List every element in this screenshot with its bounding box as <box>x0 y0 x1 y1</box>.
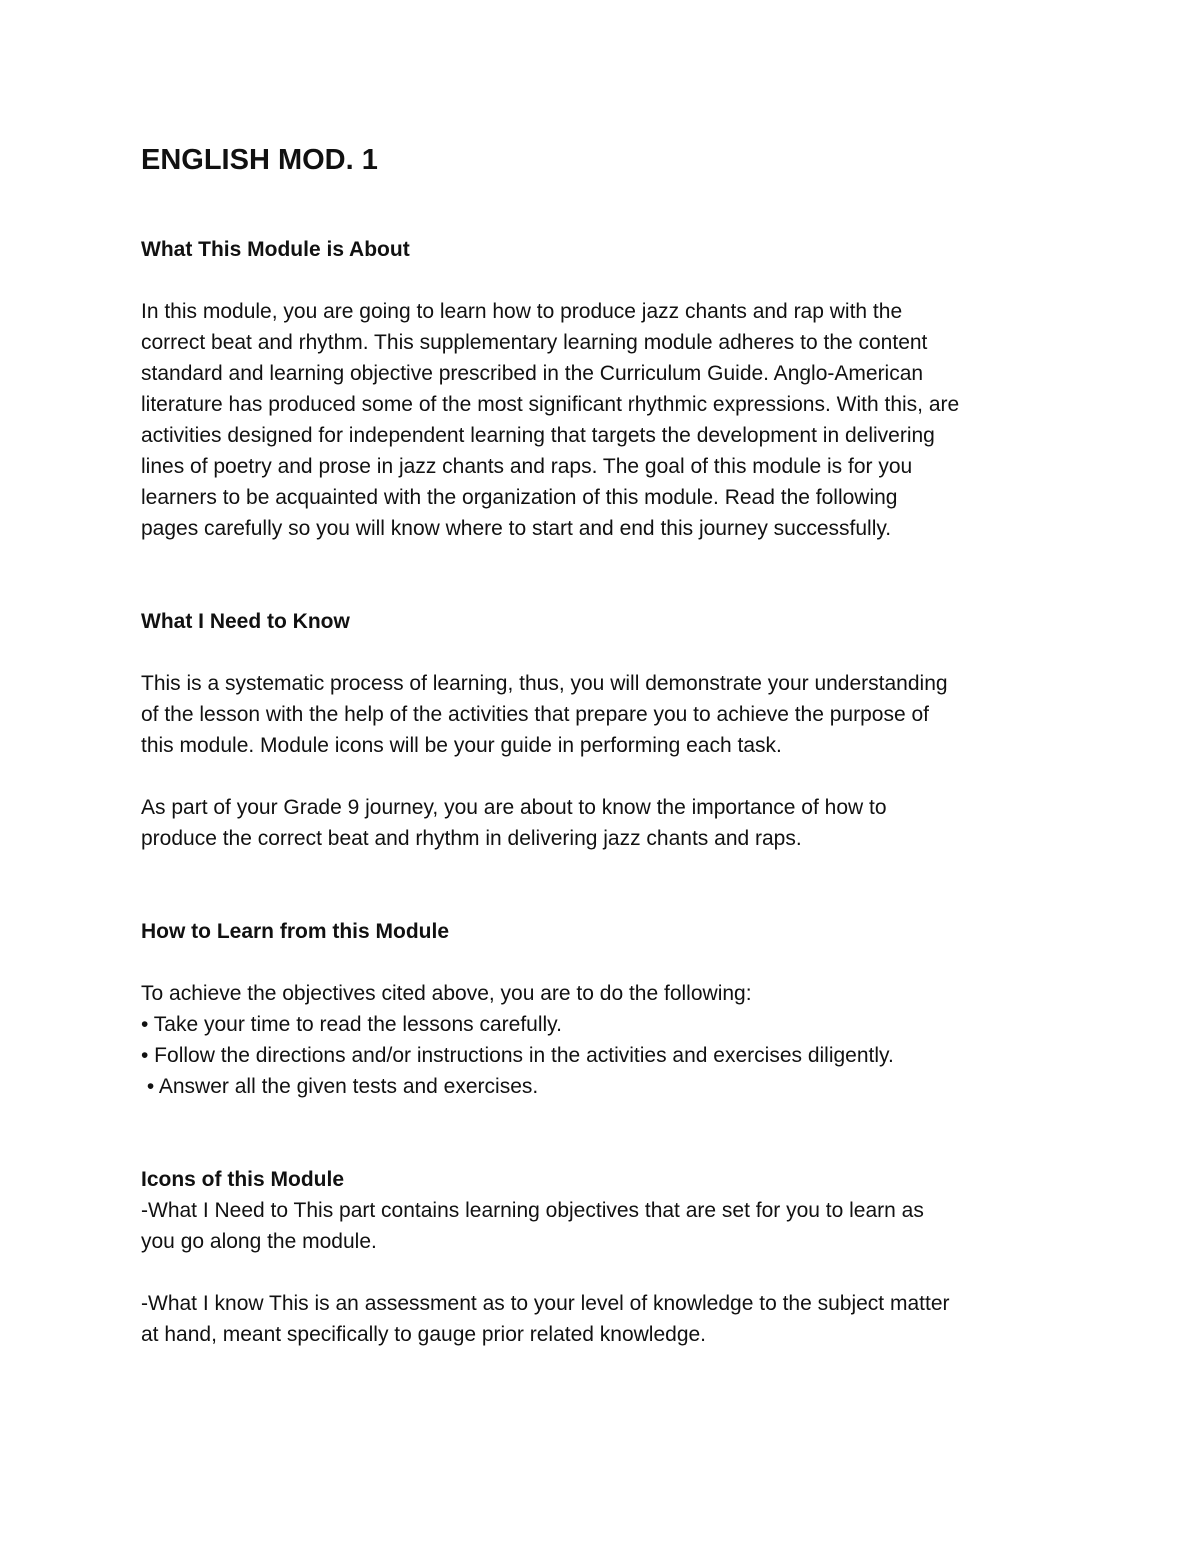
text-line: literature has produced some of the most significant rhythmic expressions. With this, are <box>141 393 960 416</box>
section-paragraph <box>141 1288 1081 1350</box>
text-line: activities designed for independent learning that targets the development in delivering <box>141 424 935 447</box>
text-line: As part of your Grade 9 journey, you are about to know the importance of how to <box>141 796 887 819</box>
text-line: this module. Module icons will be your guide in performing each task. <box>141 734 782 757</box>
section-paragraph <box>141 978 1081 1102</box>
document-page <box>141 140 1081 1350</box>
section-heading: What This Module is About <box>141 238 410 261</box>
section-how-to-learn <box>141 916 1081 1102</box>
text-line: you go along the module. <box>141 1230 377 1253</box>
section-paragraph <box>141 668 1081 761</box>
text-line: standard and learning objective prescribed in the Curriculum Guide. Anglo-American <box>141 362 924 385</box>
text-line: learners to be acquainted with the organization of this module. Read the following <box>141 486 898 509</box>
list-item: • Take your time to read the lessons carefully. <box>141 1013 562 1036</box>
section-heading: How to Learn from this Module <box>141 920 449 943</box>
list-item: • Answer all the given tests and exercises. <box>141 1075 539 1098</box>
text-line: To achieve the objectives cited above, you are to do the following: <box>141 982 752 1005</box>
list-item: • Follow the directions and/or instructions in the activities and exercises diligently. <box>141 1044 894 1067</box>
text-line: of the lesson with the help of the activities that prepare you to achieve the purpose of <box>141 703 929 726</box>
text-line: In this module, you are going to learn how to produce jazz chants and rap with the <box>141 300 903 323</box>
section-paragraph <box>141 1195 1081 1257</box>
section-what-this-module-is-about <box>141 234 1081 544</box>
document-title: ENGLISH MOD. 1 <box>141 144 378 176</box>
text-line: correct beat and rhythm. This supplementary learning module adheres to the content <box>141 331 928 354</box>
text-line: This is a systematic process of learning, thus, you will demonstrate your understanding <box>141 672 948 695</box>
text-line: -What I know This is an assessment as to your level of knowledge to the subject matter <box>141 1292 950 1315</box>
text-line: produce the correct beat and rhythm in delivering jazz chants and raps. <box>141 827 802 850</box>
text-line: lines of poetry and prose in jazz chants and raps. The goal of this module is for you <box>141 455 913 478</box>
section-heading: Icons of this Module <box>141 1168 344 1191</box>
section-what-i-need-to-know <box>141 606 1081 854</box>
section-paragraph <box>141 792 1081 854</box>
section-paragraph <box>141 296 1081 544</box>
section-heading: What I Need to Know <box>141 610 350 633</box>
section-icons-of-this-module <box>141 1164 1081 1350</box>
text-line: at hand, meant specifically to gauge prior related knowledge. <box>141 1323 707 1346</box>
text-line: -What I Need to This part contains learning objectives that are set for you to learn as <box>141 1199 924 1222</box>
text-line: pages carefully so you will know where to start and end this journey successfully. <box>141 517 892 540</box>
